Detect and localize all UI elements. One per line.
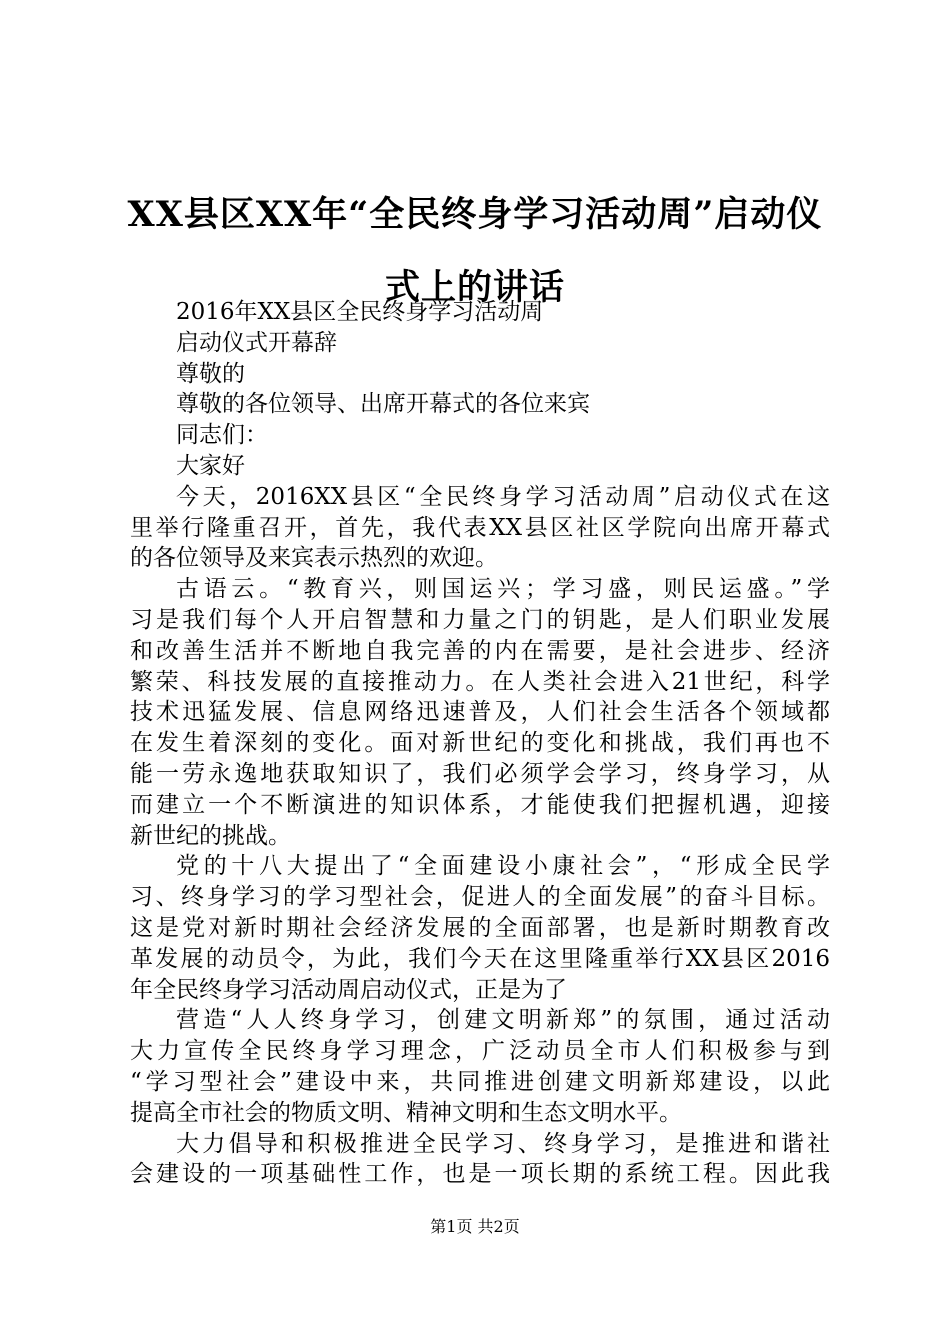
title-line-1: XX县区XX年“全民终身学习活动周”启动仪 <box>127 194 823 235</box>
paragraph <box>130 851 830 1005</box>
salutation-line: 同志们： <box>176 422 268 449</box>
salutation-line: 尊敬的 <box>176 360 245 387</box>
paragraph-line: 而建立一个不断演进的知识体系，才能使我们把握机遇，迎接 <box>130 791 830 818</box>
paragraph-line: 习、终身学习的学习型社会，促进人的全面发展”的奋斗目标。 <box>130 884 830 911</box>
paragraph-line: “学习型社会”建设中来，共同推进创建文明新郑建设，以此 <box>130 1068 830 1095</box>
paragraph-line: 新世纪的挑战。 <box>130 822 291 849</box>
subtitle-line: 启动仪式开幕辞 <box>176 329 337 356</box>
greeting-line: 大家好 <box>176 452 245 479</box>
title-line-2: 式上的讲话 <box>384 267 565 308</box>
paragraph-line: 党的十八大提出了“全面建设小康社会”，“形成全民学 <box>176 853 830 880</box>
paragraph <box>130 574 830 851</box>
paragraph-line: 技术迅猛发展、信息网络迅速普及，人们社会生活各个领域都 <box>130 699 830 726</box>
document-body <box>130 297 830 1190</box>
paragraph <box>130 1129 830 1191</box>
paragraph-line: 年全民终身学习活动周启动仪式，正是为了 <box>130 976 567 1003</box>
paragraph-line: 里举行隆重召开，首先，我代表XX县区社区学院向出席开幕式 <box>130 514 830 541</box>
paragraph-line: 能一劳永逸地获取知识了，我们必须学会学习，终身学习，从 <box>130 760 830 787</box>
paragraph-line: 古语云。“教育兴，则国运兴；学习盛，则民运盛。”学 <box>176 576 830 603</box>
page-number-footer: 第1页 共2页 <box>430 1217 520 1236</box>
paragraph-line: 会建设的一项基础性工作，也是一项长期的系统工程。因此我 <box>130 1161 830 1188</box>
paragraph-line: 革发展的动员令，为此，我们今天在这里隆重举行XX县区2016 <box>130 945 830 972</box>
paragraph-line: 今天，2016XX县区“全民终身学习活动周”启动仪式在这 <box>176 483 830 510</box>
paragraph <box>130 1005 830 1128</box>
paragraph-line: 营造“人人终身学习，创建文明新郑”的氛围，通过活动 <box>176 1007 830 1034</box>
paragraph-line: 提高全市社会的物质文明、精神文明和生态文明水平。 <box>130 1099 682 1126</box>
paragraph-line: 大力宣传全民终身学习理念，广泛动员全市人们积极参与到 <box>130 1038 830 1065</box>
paragraph-line: 的各位领导及来宾表示热烈的欢迎。 <box>130 545 498 572</box>
subtitle-line: 2016年XX县区全民终身学习活动周 <box>176 299 544 325</box>
paragraph-line: 习是我们每个人开启智慧和力量之门的钥匙，是人们职业发展 <box>130 606 830 633</box>
paragraph <box>130 482 830 574</box>
paragraph-line: 大力倡导和积极推进全民学习、终身学习，是推进和谐社 <box>176 1130 830 1157</box>
paragraph-line: 和改善生活并不断地自我完善的内在需要，是社会进步、经济 <box>130 637 830 664</box>
paragraph-line: 这是党对新时期社会经济发展的全面部署，也是新时期教育改 <box>130 914 830 941</box>
paragraph-line: 在发生着深刻的变化。面对新世纪的变化和挑战，我们再也不 <box>130 730 830 757</box>
salutation-line: 尊敬的各位领导、出席开幕式的各位来宾 <box>176 391 590 418</box>
paragraph-line: 繁荣、科技发展的直接推动力。在人类社会进入21世纪，科学 <box>130 668 830 695</box>
